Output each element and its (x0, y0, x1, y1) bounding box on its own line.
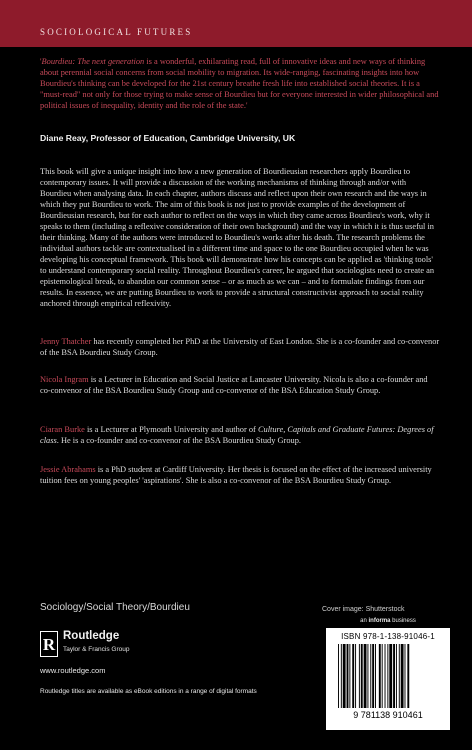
author-book-title: Culture, Capitals and Graduate Futures: Degrees of class (40, 425, 434, 445)
barcode-bar (401, 644, 404, 708)
barcode-bar (347, 644, 349, 708)
barcode-bar (341, 644, 342, 708)
routledge-logo-icon (40, 631, 58, 657)
barcode-bar (385, 644, 386, 708)
publisher-name: Routledge (63, 630, 120, 642)
barcode-card (326, 628, 450, 730)
reviewer-credit: Diane Reay, Professor of Education, Cambridge University, UK (40, 133, 296, 143)
publisher-url: www.routledge.com (40, 666, 106, 675)
barcode-bar (396, 644, 397, 708)
barcode-bar (379, 644, 381, 708)
author-bio-text: is a PhD student at Cardiff University. Her thesis is focused on the effect of the increased university tuition fees on young peoples' 'aspirations'. She is also a co-convenor of the BSA Bourdieu Study Group. (40, 465, 432, 485)
barcode-bar (352, 644, 354, 708)
cover-image-credit: Cover image: Shutterstock (322, 606, 405, 613)
ebook-note: Routledge titles are available as eBook editions in a range of digital formats (40, 688, 257, 695)
informa-business-label: an informa business (360, 618, 416, 624)
author-bio-text: has recently completed her PhD at the University of East London. She is a co-founder and co-convenor of the BSA Bourdieu Study Group. (40, 337, 440, 357)
barcode-bar (349, 644, 350, 708)
barcode-bar (399, 644, 400, 708)
author-name: Jessie Abrahams (40, 465, 96, 474)
author-name: Ciaran Burke (40, 425, 85, 434)
publisher-group: Taylor & Francis Group (63, 646, 130, 653)
barcode-bar (372, 644, 374, 708)
barcode-bar (367, 644, 368, 708)
barcode-bar (382, 644, 383, 708)
author-name: Nicola Ingram (40, 375, 89, 384)
barcode-image (334, 644, 442, 720)
author-bio-text: is a Lecturer in Education and Social Justice at Lancaster University. Nicola is also a co-founder and co-convenor of the BSA Bourdieu Study Group and co-convenor of the BSA Education Study Group. (40, 375, 428, 395)
barcode-bar (364, 644, 367, 708)
barcode-bar (370, 644, 371, 708)
book-blurb: This book will give a unique insight into how a new generation of Bourdieusian researchers apply Bourdieu to contemporary issues. It will provide a discussion of the working mechanisms of thinking through and/or with Bourdieu when analysing data. In each chapter, authors discuss and reflect upon their own research and the ways in which they put Bourdieu to work. The aim of this book is not just to provide examples of the development of Bourdieusian research, but for each author to reflect on the ways in which they came across Bourdieu's work, why it speaks to them (including a reflexive consideration of their own background) and the way in which it is thus useful in their thinking. Many of the authors were introduced to Bourdieu's works after his death. The research problems the individual authors tackle are contextualised in a different time and space to the one Bourdieu occupied when he was developing his conceptual framework. This book will demonstrate how his concepts can be applied as 'thinking tools' to understand contemporary social reality. Throughout Bourdieu's career, he argued that sociologists need to create an epistemological break, to abandon our common sense – or as much as we can – and to formulate findings from our results. In essence, we are putting Bourdieu to work to provide a structural constructivist approach to social reality anchored through empirical reflexivity. (40, 167, 435, 308)
author-name: Jenny Thatcher (40, 337, 92, 346)
author-bio (40, 336, 440, 358)
barcode-bar (389, 644, 392, 708)
barcode-bar (405, 644, 406, 708)
barcode-block (326, 618, 450, 730)
barcode-bar (359, 644, 360, 708)
author-bio (40, 464, 440, 486)
barcode-digits: 9 781138 910461 (353, 710, 423, 720)
series-title: SOCIOLOGICAL FUTURES (40, 27, 193, 37)
review-text: is a wonderful, exhilarating read, full of innovative ideas and new ways of thinking about perennial social concerns from social mobility to migration. Its wide-ranging, fascinating insights into how Bourdieu's thinking can be developed for the 21st century breathe fresh life into established social theories. It is a "must-read" not only for those trying to make sense of Bourdieu but for everyone interested in wider philosophical and political issues of inequality, identity and the role of the state.' (40, 57, 439, 110)
barcode-bar (338, 644, 339, 708)
barcode-bar (375, 644, 376, 708)
svg-text:R: R (42, 635, 56, 654)
review-book-title: Bourdieu: The next generation (41, 57, 145, 66)
barcode-bar (407, 644, 409, 708)
isbn-number: ISBN 978-1-138-91046-1 (341, 632, 435, 641)
barcode-bar (361, 644, 363, 708)
barcode-bar (393, 644, 395, 708)
author-bio (40, 374, 440, 396)
series-banner (0, 0, 472, 47)
barcode-bar (343, 644, 346, 708)
barcode-bar (387, 644, 388, 708)
review-quote: 'Bourdieu: The next generation is a wonderful, exhilarating read, full of innovative ideas and new ways of thinking about perennial social concerns from social mobility to migration. Its wide-ranging, fascinating insights into how Bourdieu's thinking can be developed for the 21st century breathe fresh life into established social theories. It is a "must-read" not only for those trying to make sense of Bourdieu but for everyone interested in wider philosophical and political issues of inequality, identity and the role of the state.' (40, 57, 439, 110)
barcode-bar (355, 644, 356, 708)
author-bio: Ciaran Burke is a Lecturer at Plymouth University and author of Culture, Capitals and Graduate Futures: Degrees of class. He is a co-founder and co-convenor of the BSA Bourdieu Study Group. (40, 425, 434, 445)
subject-category: Sociology/Social Theory/Bourdieu (40, 602, 190, 613)
